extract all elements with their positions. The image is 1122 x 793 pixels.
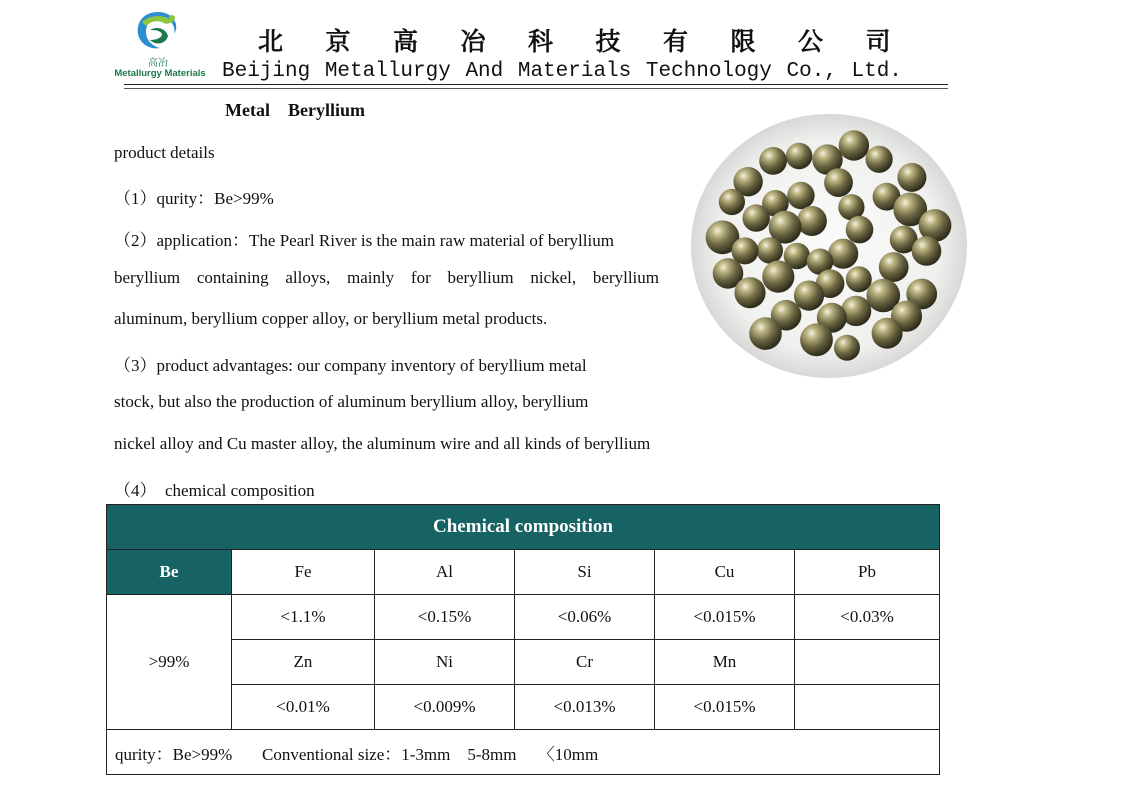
detail-line: （4） chemical composition bbox=[114, 481, 315, 500]
beryllium-pearls-image bbox=[688, 110, 970, 382]
element-cell: Ni bbox=[375, 640, 515, 685]
pearl-ball bbox=[734, 277, 765, 308]
header-divider bbox=[124, 84, 948, 85]
detail-line: beryllium containing alloys, mainly for beryllium nickel, beryllium bbox=[114, 268, 659, 287]
pearl-ball bbox=[797, 206, 827, 236]
detail-line: aluminum, beryllium copper alloy, or beryllium metal products. bbox=[114, 309, 548, 328]
pearl-ball bbox=[897, 163, 926, 192]
value-cell: <0.009% bbox=[375, 685, 515, 730]
swirl-logo-icon bbox=[132, 8, 184, 54]
product-details-label: product details bbox=[114, 143, 215, 162]
value-cell: <0.06% bbox=[515, 595, 655, 640]
be-value-cell: >99% bbox=[107, 595, 232, 730]
detail-line: stock, but also the production of aluminum beryllium alloy, beryllium bbox=[114, 392, 589, 411]
detail-line: （3）product advantages: our company inventory of beryllium metal bbox=[114, 356, 587, 375]
pearl-ball bbox=[839, 130, 869, 160]
value-cell: <0.01% bbox=[232, 685, 375, 730]
company-name-english: Beijing Metallurgy And Materials Technology Co., Ltd. bbox=[222, 60, 902, 83]
table-row bbox=[107, 595, 940, 640]
pearl-ball bbox=[879, 252, 909, 282]
logo-chinese-text: 高冶 bbox=[148, 58, 168, 69]
element-cell: Pb bbox=[795, 550, 940, 595]
pearl-ball bbox=[846, 216, 874, 244]
company-cn-char: 有 bbox=[663, 27, 689, 56]
chemical-composition-table bbox=[106, 504, 940, 775]
be-label-cell: Be bbox=[107, 550, 232, 595]
pearl-ball bbox=[787, 182, 814, 209]
company-cn-char: 冶 bbox=[460, 27, 486, 56]
detail-line: （1）qurity：Be>99% bbox=[114, 189, 274, 208]
value-cell: <0.015% bbox=[655, 685, 795, 730]
value-cell: <1.1% bbox=[232, 595, 375, 640]
table-row bbox=[107, 550, 940, 595]
element-cell: Si bbox=[515, 550, 655, 595]
value-cell: <0.013% bbox=[515, 685, 655, 730]
logo-english-text: Metallurgy Materials bbox=[114, 68, 206, 79]
table-row bbox=[107, 640, 940, 685]
pearl-ball bbox=[719, 189, 745, 215]
detail-line: （2）application：The Pearl River is the main raw material of beryllium bbox=[114, 231, 614, 250]
table-title: Chemical composition bbox=[107, 505, 940, 550]
company-cn-char: 高 bbox=[393, 27, 419, 56]
pearl-ball bbox=[759, 147, 787, 175]
value-cell: <0.15% bbox=[375, 595, 515, 640]
value-cell: <0.03% bbox=[795, 595, 940, 640]
element-cell: Mn bbox=[655, 640, 795, 685]
pearl-ball bbox=[846, 266, 872, 292]
table-footer: qurity：Be>99% Conventional size：1-3mm 5-8mm 〈10mm bbox=[107, 730, 940, 775]
product-title: Metal Beryllium bbox=[225, 100, 365, 120]
company-name-chinese bbox=[258, 22, 933, 58]
company-logo bbox=[110, 8, 210, 78]
company-cn-char: 公 bbox=[798, 27, 824, 56]
company-cn-char: 限 bbox=[730, 27, 756, 56]
pearl-ball bbox=[834, 335, 860, 361]
element-cell: Cr bbox=[515, 640, 655, 685]
pearl-ball bbox=[824, 168, 853, 197]
value-cell bbox=[795, 685, 940, 730]
pearl-ball bbox=[872, 318, 903, 349]
pearl-ball bbox=[786, 143, 813, 170]
pearl-ball bbox=[749, 317, 782, 350]
element-cell: Zn bbox=[232, 640, 375, 685]
detail-line: nickel alloy and Cu master alloy, the aluminum wire and all kinds of beryllium bbox=[114, 434, 651, 453]
element-cell: Fe bbox=[232, 550, 375, 595]
pearl-ball bbox=[912, 236, 942, 266]
value-cell: <0.015% bbox=[655, 595, 795, 640]
pearl-ball bbox=[866, 146, 893, 173]
pearl-ball bbox=[743, 204, 770, 231]
element-cell bbox=[795, 640, 940, 685]
company-cn-char: 科 bbox=[528, 27, 554, 56]
table-row bbox=[107, 685, 940, 730]
pearl-ball bbox=[762, 261, 794, 293]
company-cn-char: 北 bbox=[258, 27, 284, 56]
company-cn-char: 技 bbox=[595, 27, 621, 56]
company-cn-char: 司 bbox=[865, 27, 891, 56]
company-cn-char: 京 bbox=[325, 27, 351, 56]
element-cell: Cu bbox=[655, 550, 795, 595]
pearl-ball bbox=[800, 323, 833, 356]
element-cell: Al bbox=[375, 550, 515, 595]
pearl-ball bbox=[757, 237, 783, 263]
header-divider-thin bbox=[124, 88, 948, 89]
